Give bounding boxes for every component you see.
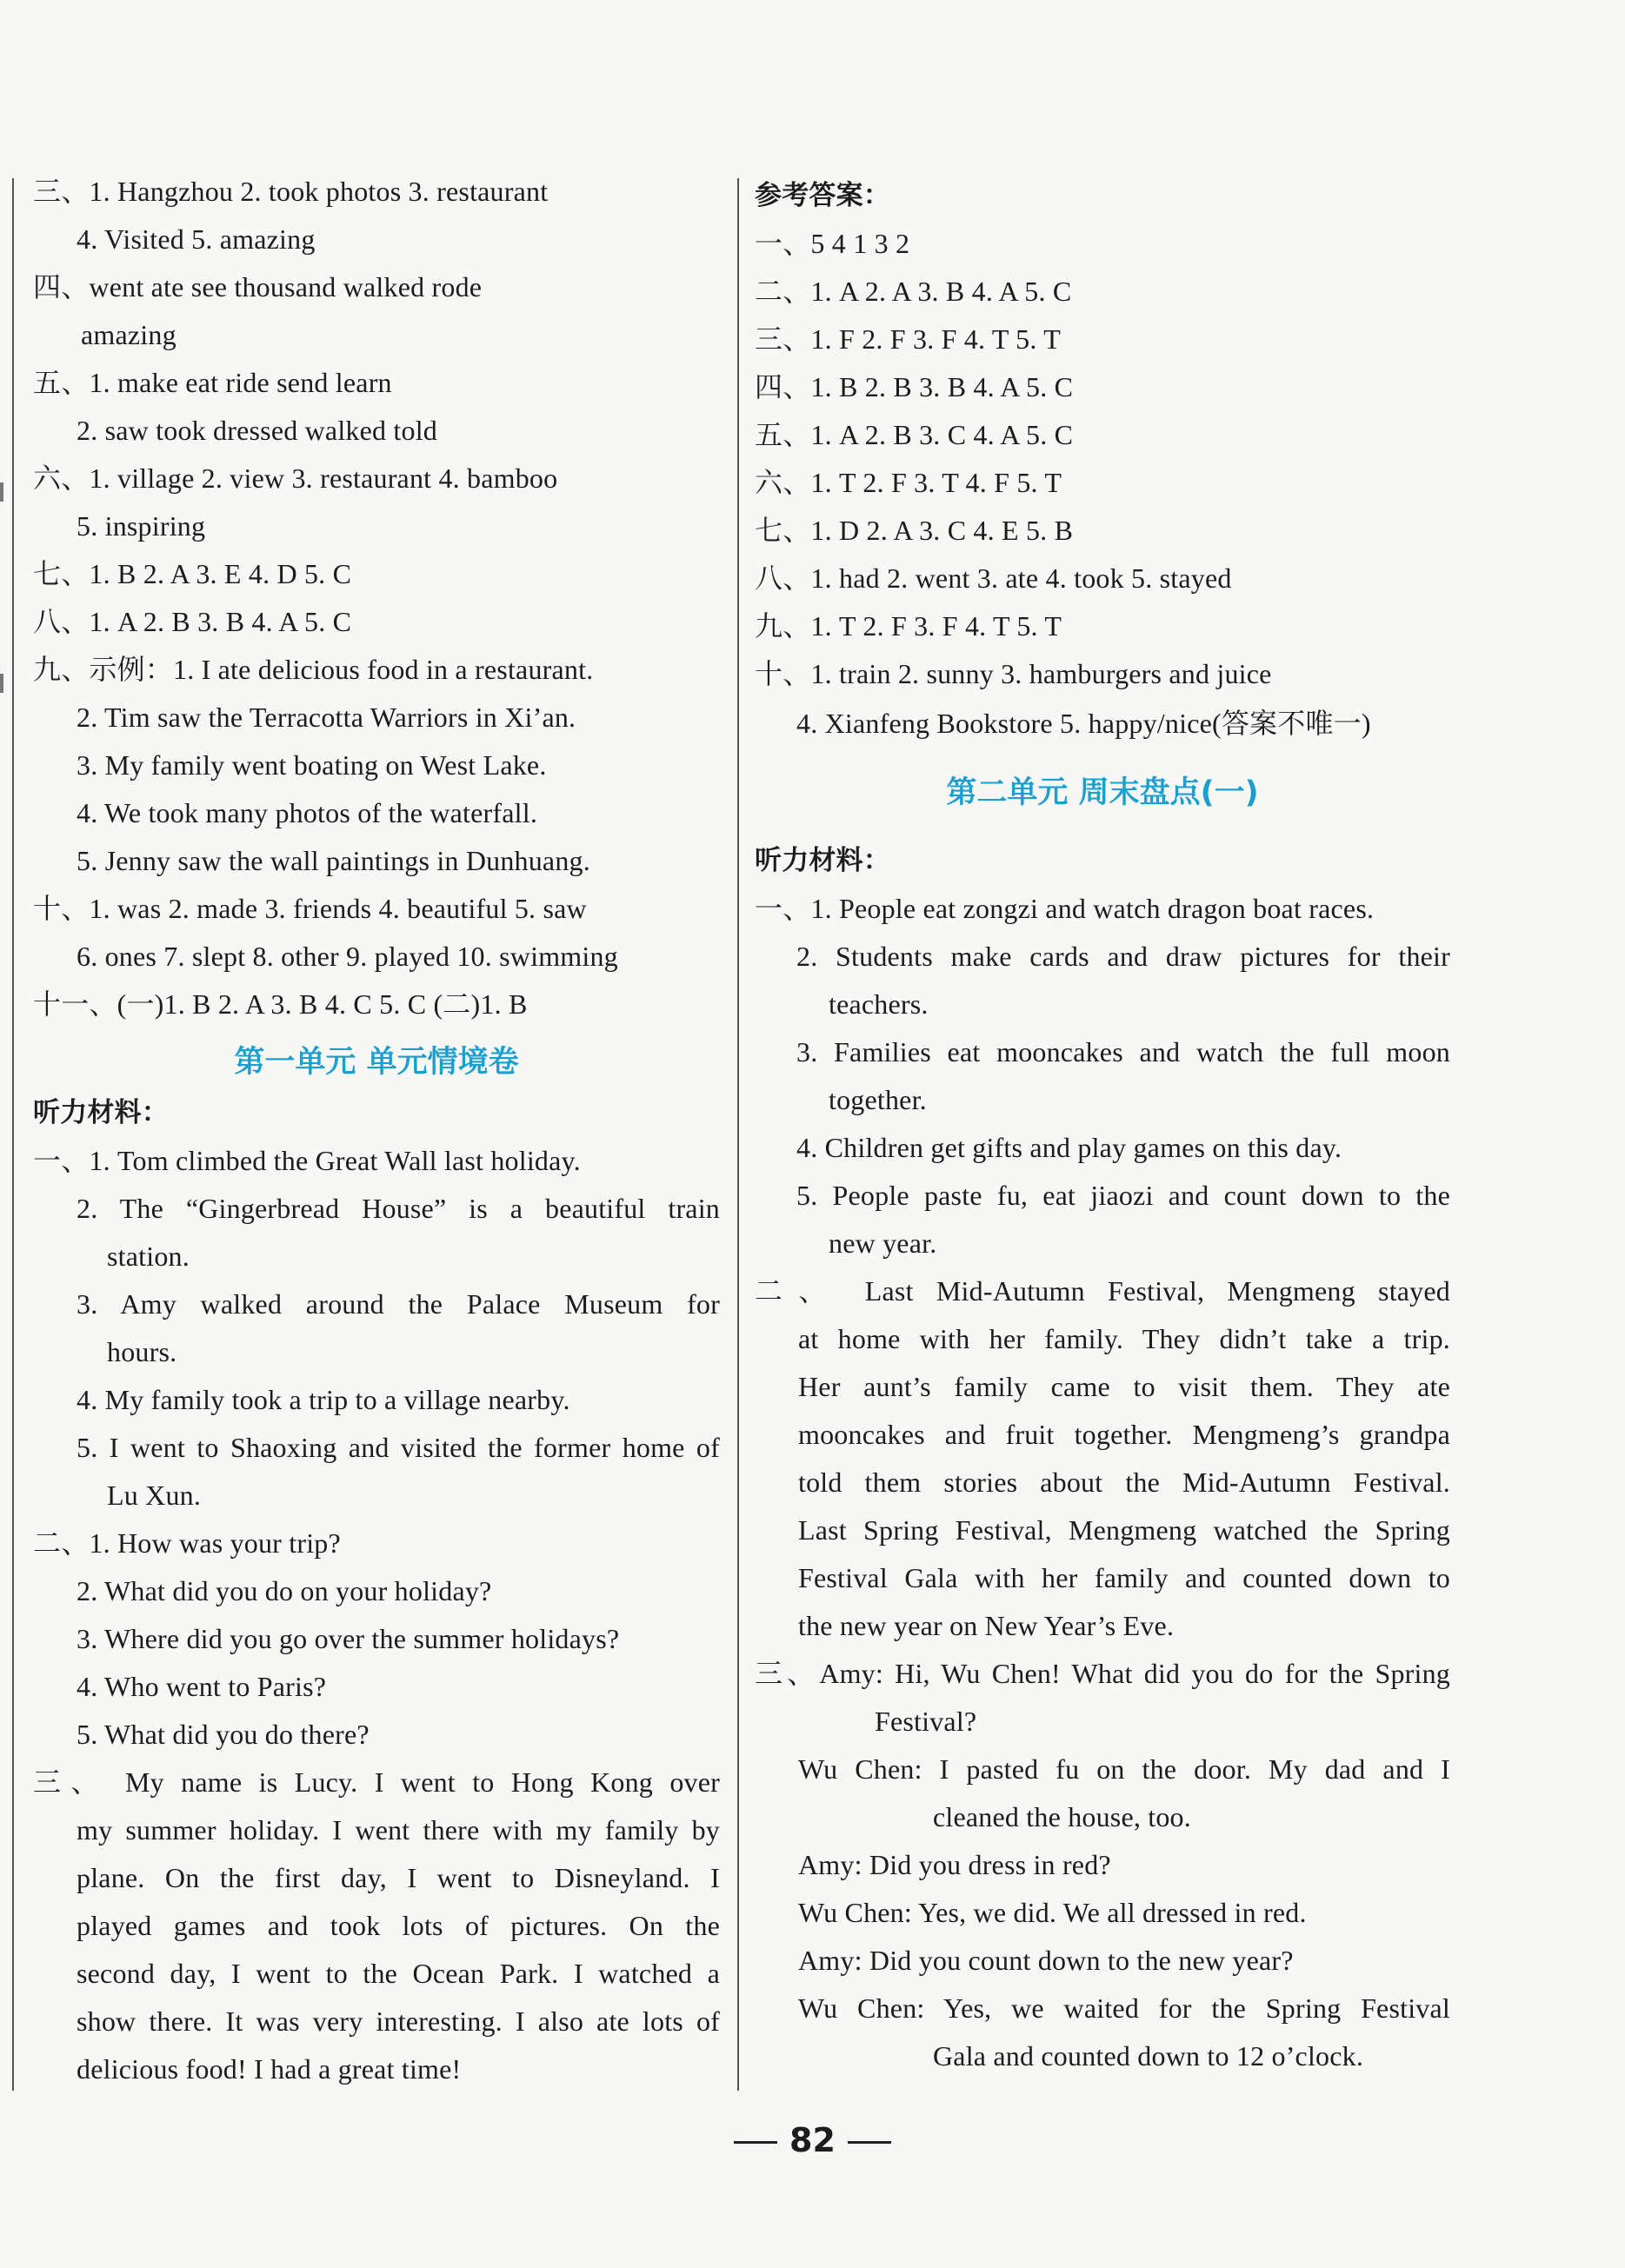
text-line: plane. On the first day, I went to Disneyland. I [77, 1862, 720, 1893]
text-line: 6. ones 7. slept 8. other 9. played 10. swimming [77, 941, 618, 972]
text-line: 一、1. Tom climbed the Great Wall last holiday. [33, 1145, 581, 1176]
text-line: 九、1. T 2. F 3. F 4. T 5. T [755, 610, 1062, 642]
text-line: 七、1. B 2. A 3. E 4. D 5. C [33, 558, 352, 589]
text-line: the new year on New Year’s Eve. [798, 1610, 1175, 1641]
text-line: second day, I went to the Ocean Park. I watched a [77, 1958, 720, 1989]
text-line: Wu Chen: Yes, we waited for the Spring Festival [798, 1992, 1450, 2024]
footer-dash [848, 2141, 891, 2144]
text-line: hours. [107, 1336, 177, 1367]
text-line: 3. My family went boating on West Lake. [77, 749, 547, 781]
text-line: 三、Amy: Hi, Wu Chen! What did you do for the Spring [755, 1658, 1450, 1689]
text-line: 七、1. D 2. A 3. C 4. E 5. B [755, 515, 1074, 546]
section-title-unit1: 第一单元 单元情境卷 [234, 1045, 519, 1080]
text-line: Amy: Did you dress in red? [798, 1849, 1111, 1880]
text-line: 六、1. T 2. F 3. T 4. F 5. T [755, 467, 1062, 498]
text-line: my summer holiday. I went there with my family by [77, 1814, 720, 1846]
text-line: Wu Chen: I pasted fu on the door. My dad and I [798, 1753, 1450, 1785]
text-line: 4. Xianfeng Bookstore 5. happy/nice(答案不唯一) [796, 708, 1371, 739]
text-line: 三、 My name is Lucy. I went to Hong Kong over [33, 1766, 720, 1798]
text-line: 一、1. People eat zongzi and watch dragon boat races. [755, 893, 1375, 924]
text-line: 5. People paste fu, eat jiaozi and count down to the [796, 1180, 1450, 1211]
text-line: 十一、(一)1. B 2. A 3. B 4. C 5. C (二)1. B [33, 988, 528, 1020]
text-line: 2. The “Gingerbread House” is a beautiful train [77, 1193, 720, 1224]
text-line: 3. Families eat mooncakes and watch the full moon [796, 1036, 1450, 1067]
binding-mark [0, 482, 3, 502]
text-line: 4. We took many photos of the waterfall. [77, 797, 538, 828]
text-line: Festival? [875, 1706, 977, 1737]
page-number: 82 [789, 2121, 836, 2159]
text-line: 5. What did you do there? [77, 1719, 370, 1750]
text-line: 二、1. A 2. A 3. B 4. A 5. C [755, 276, 1072, 307]
text-line: 3. Where did you go over the summer holidays? [77, 1623, 620, 1654]
text-line: 八、1. A 2. B 3. B 4. A 5. C [33, 606, 352, 637]
text-line: 4. Children get gifts and play games on this day. [796, 1132, 1342, 1163]
text-line: Wu Chen: Yes, we did. We all dressed in red. [798, 1897, 1307, 1928]
section-title-unit2: 第二单元 周末盘点(一) [946, 775, 1259, 810]
text-line: 四、1. B 2. B 3. B 4. A 5. C [755, 371, 1074, 402]
text-line: show there. It was very interesting. I also ate lots of [77, 2005, 720, 2037]
text-line: cleaned the house, too. [933, 1801, 1191, 1832]
text-line: 2. Tim saw the Terracotta Warriors in Xi’an. [77, 702, 576, 733]
text-line: 五、1. A 2. B 3. C 4. A 5. C [755, 419, 1074, 450]
text-line: 一、5 4 1 3 2 [755, 228, 910, 259]
text-line: 十、1. was 2. made 3. friends 4. beautiful 5. saw [33, 893, 587, 924]
footer-dash [734, 2141, 777, 2144]
text-line: Gala and counted down to 12 o’clock. [933, 2040, 1364, 2072]
text-line: 4. Visited 5. amazing [77, 223, 316, 255]
text-line: 九、示例：1. I ate delicious food in a restaurant. [33, 654, 594, 685]
text-line: told them stories about the Mid-Autumn Festival. [798, 1467, 1450, 1498]
text-line: station. [107, 1240, 190, 1272]
text-line: 2. Students make cards and draw pictures for their [796, 941, 1450, 972]
text-line: Festival Gala with her family and counted down to [798, 1562, 1450, 1593]
text-line: delicious food! I had a great time! [77, 2053, 462, 2085]
page-number-footer [0, 2121, 1625, 2159]
text-line: 十、1. train 2. sunny 3. hamburgers and juice [755, 658, 1272, 689]
text-line: 八、1. had 2. went 3. ate 4. took 5. stayed [755, 562, 1232, 594]
text-line: 三、1. F 2. F 3. F 4. T 5. T [755, 323, 1061, 355]
text-line: Her aunt’s family came to visit them. They ate [798, 1371, 1450, 1402]
text-line: 2. What did you do on your holiday? [77, 1575, 492, 1606]
text-line: amazing [81, 319, 176, 350]
binding-mark [0, 674, 3, 693]
text-line: 四、went ate see thousand walked rode [33, 271, 483, 303]
listening-heading: 听力材料： [755, 845, 890, 876]
text-line: mooncakes and fruit together. Mengmeng’s grandpa [798, 1419, 1450, 1450]
text-line: played games and took lots of pictures. On the [77, 1910, 720, 1941]
left-edge-rule [12, 178, 14, 2091]
text-line: 4. Who went to Paris? [77, 1671, 327, 1702]
text-line: 五、1. make eat ride send learn [33, 367, 392, 398]
text-line: together. [829, 1084, 927, 1115]
text-line: 5. inspiring [77, 510, 206, 542]
text-line: teachers. [829, 988, 929, 1020]
listening-heading: 听力材料： [33, 1097, 169, 1128]
answers-heading: 参考答案： [755, 180, 890, 211]
text-line: 二、1. How was your trip? [33, 1527, 341, 1559]
text-line: 六、1. village 2. view 3. restaurant 4. bamboo [33, 462, 558, 494]
text-line: Lu Xun. [107, 1480, 202, 1511]
text-line: Last Spring Festival, Mengmeng watched the Spring [798, 1514, 1450, 1546]
column-divider [737, 178, 739, 2091]
text-line: 4. My family took a trip to a village nearby. [77, 1384, 570, 1415]
text-line: 5. I went to Shaoxing and visited the former home of [77, 1432, 720, 1463]
text-line: 3. Amy walked around the Palace Museum for [77, 1288, 720, 1320]
text-line: 2. saw took dressed walked told [77, 415, 438, 446]
text-line: 5. Jenny saw the wall paintings in Dunhuang. [77, 845, 590, 876]
text-line: at home with her family. They didn’t take a trip. [798, 1323, 1450, 1354]
text-line: new year. [829, 1227, 937, 1259]
text-line: 三、1. Hangzhou 2. took photos 3. restaurant [33, 176, 549, 207]
text-line: 二、 Last Mid-Autumn Festival, Mengmeng stayed [755, 1275, 1450, 1307]
text-line: Amy: Did you count down to the new year? [798, 1945, 1294, 1976]
